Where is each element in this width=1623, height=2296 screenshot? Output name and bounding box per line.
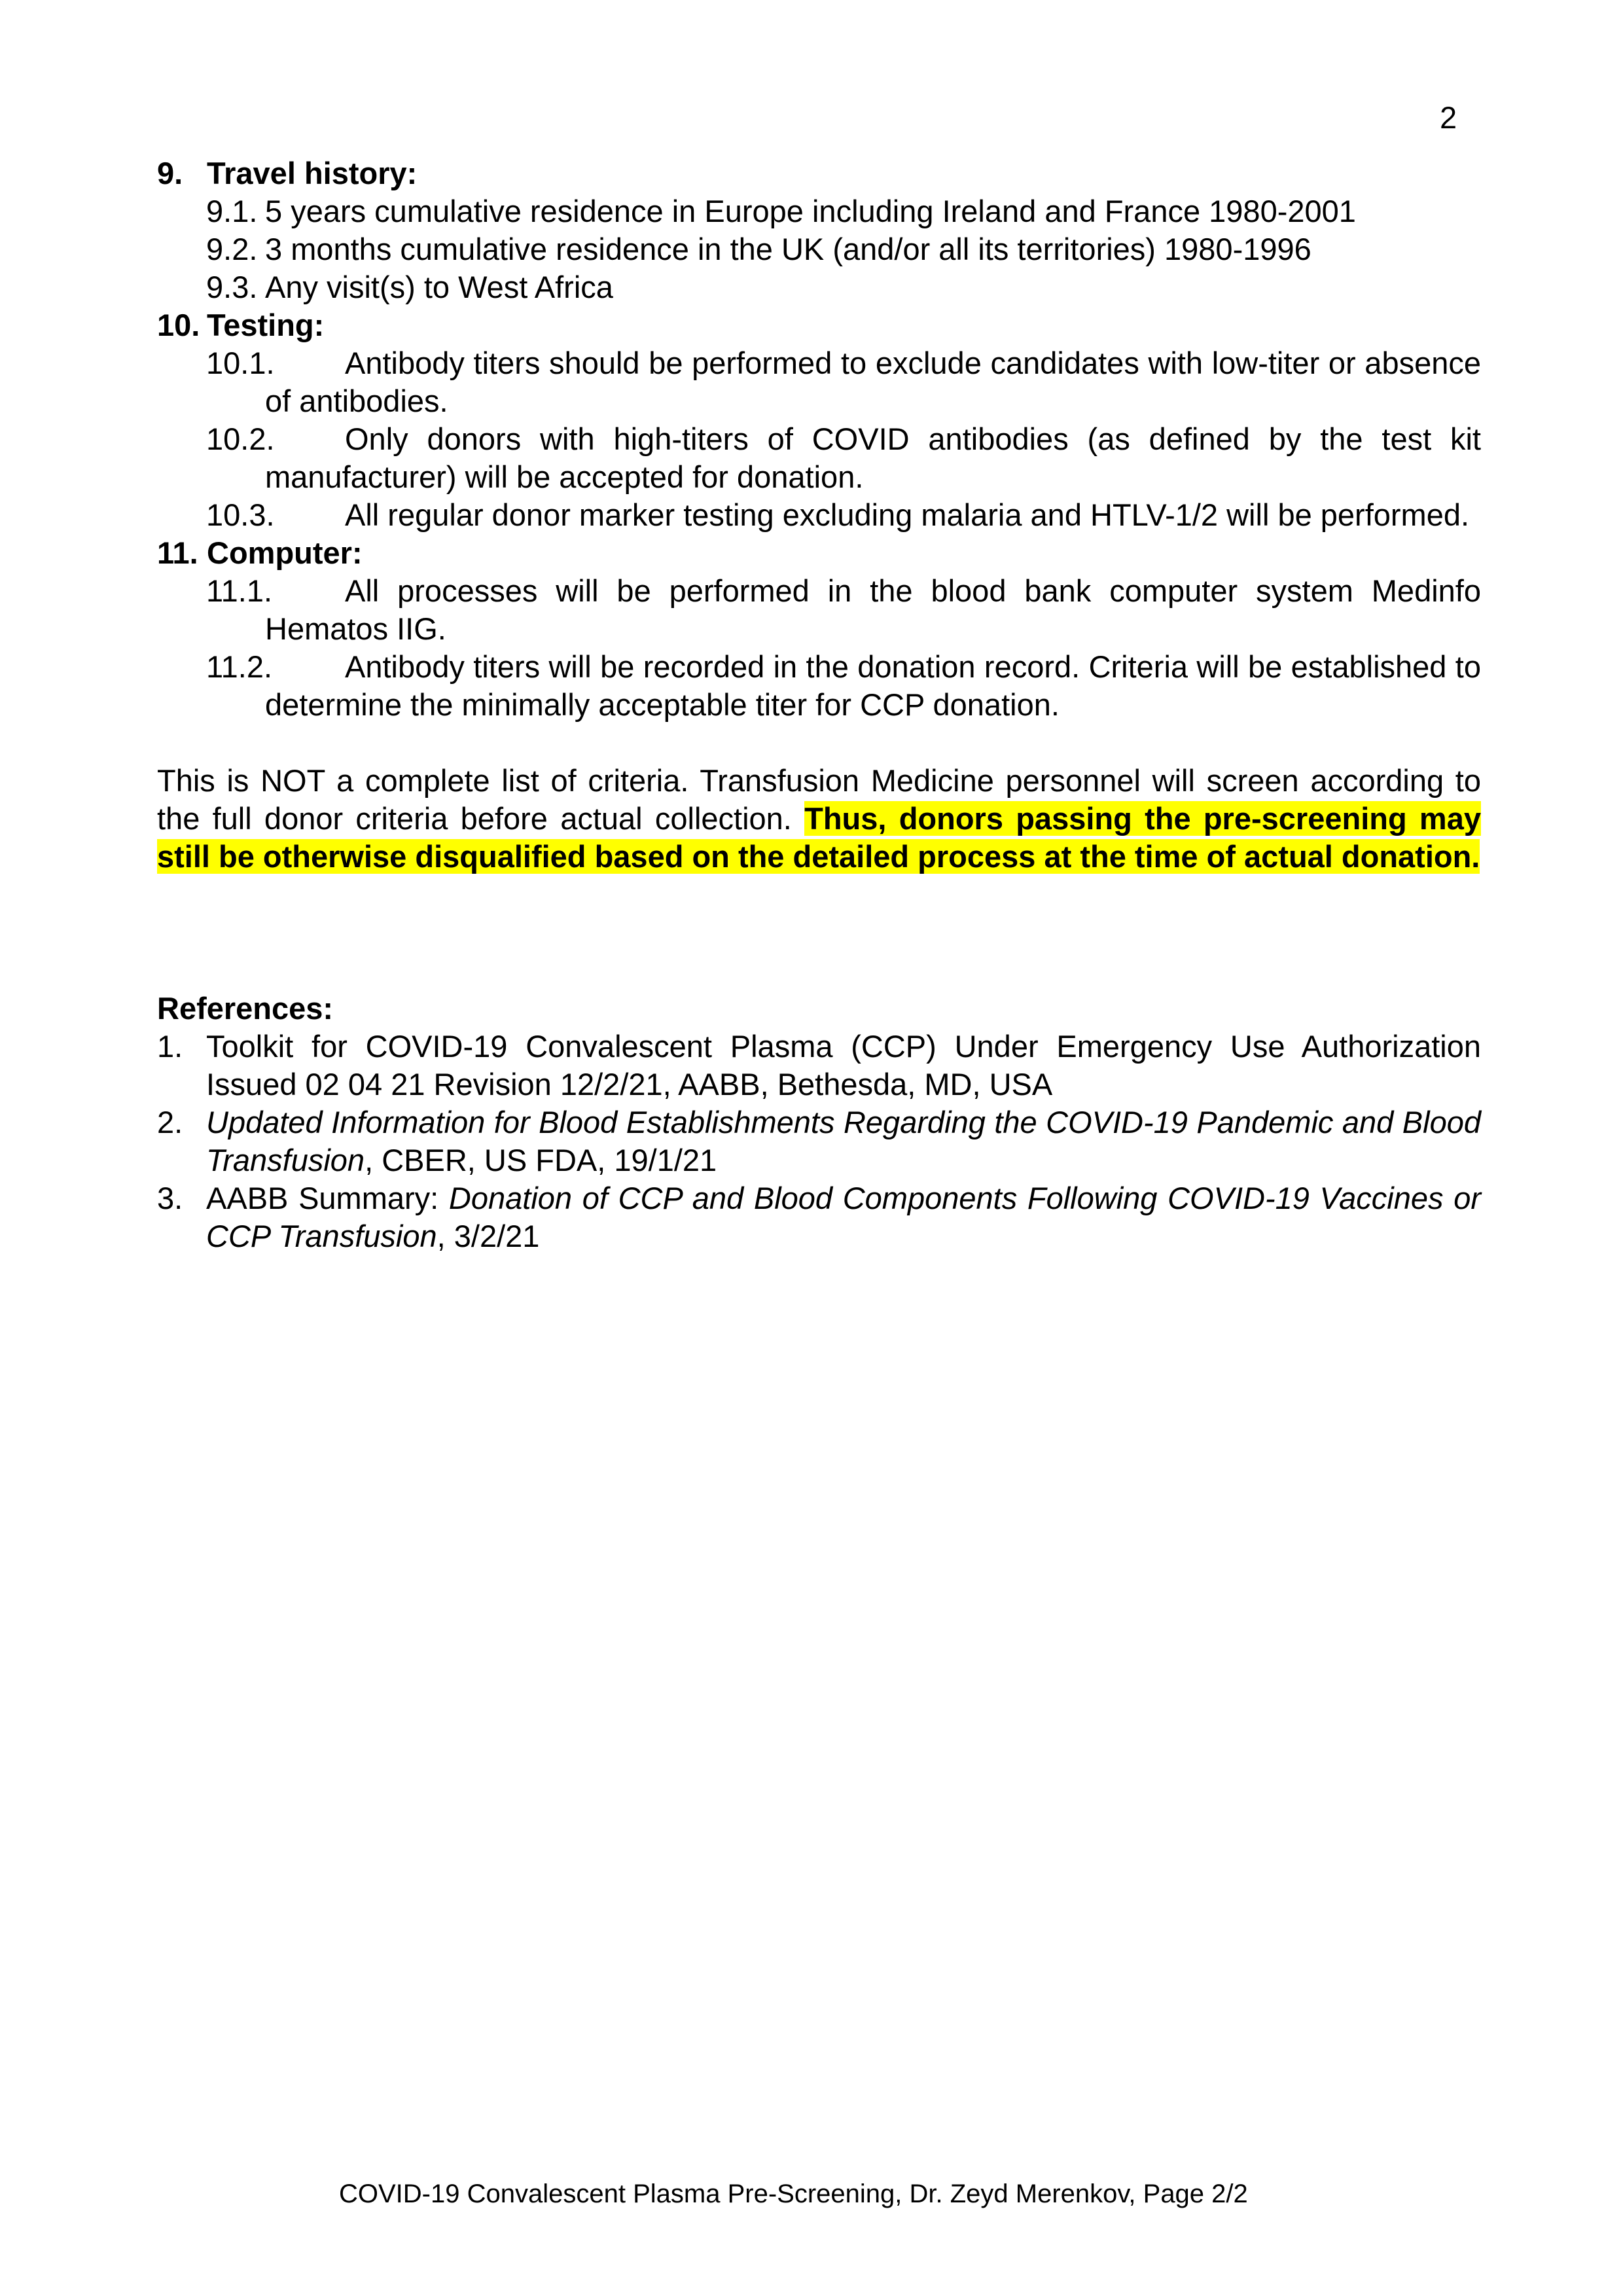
- disclaimer-text: This is NOT a complete list of criteria. Transfusion Medicine personnel will screen according to the full donor criteria before actual collection.: [157, 763, 1481, 836]
- reference-text: Toolkit for COVID-19 Convalescent Plasma (CCP) Under Emergency Use Authorization Issued 02 04 21 Revision 12/2/21, AABB, Bethesda, MD, USA: [206, 1029, 1481, 1102]
- reference-item: [157, 1179, 1481, 1255]
- item-text: Only donors with high-titers of COVID antibodies (as defined by the test kit manufacturer) will be accepted for donation.: [265, 422, 1481, 494]
- section-heading-testing: [157, 306, 1481, 344]
- list-item: [157, 420, 1481, 496]
- item-number: 9.3.: [206, 270, 258, 304]
- reference-item: [157, 1028, 1481, 1103]
- section-title: Computer:: [207, 535, 363, 570]
- item-text: All processes will be performed in the blood bank computer system Medinfo Hematos IIG.: [265, 573, 1481, 646]
- item-number: 10.1.: [206, 346, 275, 380]
- page-footer: COVID-19 Convalescent Plasma Pre-Screening, Dr. Zeyd Merenkov, Page 2/2: [339, 2179, 1248, 2208]
- list-item: [157, 648, 1481, 724]
- reference-number: 2.: [157, 1105, 183, 1139]
- list-item: [157, 496, 1481, 534]
- item-number: 9.2.: [206, 232, 258, 266]
- reference-item: [157, 1103, 1481, 1179]
- reference-source: , 3/2/21: [437, 1219, 540, 1253]
- item-text: 3 months cumulative residence in the UK (and/or all its territories) 1980-1996: [265, 232, 1311, 266]
- item-text: Antibody titers should be performed to exclude candidates with low-titer or absence of antibodies.: [265, 346, 1481, 418]
- list-item: [206, 230, 1481, 268]
- item-text: All regular donor marker testing excluding malaria and HTLV-1/2 will be performed.: [345, 497, 1470, 532]
- item-number: 10.3.: [206, 497, 275, 532]
- section-number: 11.: [157, 535, 198, 570]
- section-title: Testing:: [207, 308, 325, 342]
- reference-source: , CBER, US FDA, 19/1/21: [365, 1143, 717, 1177]
- references-heading: References:: [157, 991, 334, 1026]
- reference-number: 1.: [157, 1029, 183, 1064]
- reference-number: 3.: [157, 1181, 183, 1215]
- list-item: [206, 192, 1481, 230]
- item-number: 11.2.: [206, 649, 273, 684]
- disclaimer-paragraph: [157, 762, 1481, 876]
- document-body: [157, 154, 1481, 1255]
- section-heading-travel-history: [157, 154, 1481, 192]
- section-number: 10.: [157, 308, 200, 342]
- list-item: [157, 344, 1481, 420]
- item-number: 10.2.: [206, 422, 275, 456]
- item-text: Antibody titers will be recorded in the donation record. Criteria will be established to determine the minimally acceptable titer for CCP donation.: [265, 649, 1481, 722]
- reference-prefix: AABB Summary:: [206, 1181, 449, 1215]
- item-text: Any visit(s) to West Africa: [265, 270, 613, 304]
- section-heading-computer: [157, 534, 1481, 572]
- item-number: 11.1.: [206, 573, 273, 608]
- section-title: Travel history:: [207, 156, 418, 190]
- list-item: [157, 572, 1481, 648]
- item-number: 9.1.: [206, 194, 258, 228]
- page-number: 2: [1440, 100, 1457, 135]
- item-text: 5 years cumulative residence in Europe including Ireland and France 1980-2001: [265, 194, 1356, 228]
- reference-title: Updated Information for Blood Establishments Regarding the COVID-19 Pandemic and Blood Transfusion: [206, 1105, 1481, 1177]
- reference-title: Donation of CCP and Blood Components Following COVID-19 Vaccines or CCP Transfusion: [206, 1181, 1481, 1253]
- list-item: [206, 268, 1481, 306]
- highlighted-warning: Thus, donors passing the pre-screening may still be otherwise disqualified based on the detailed process at the time of actual donation.: [157, 801, 1481, 874]
- section-number: 9.: [157, 156, 183, 190]
